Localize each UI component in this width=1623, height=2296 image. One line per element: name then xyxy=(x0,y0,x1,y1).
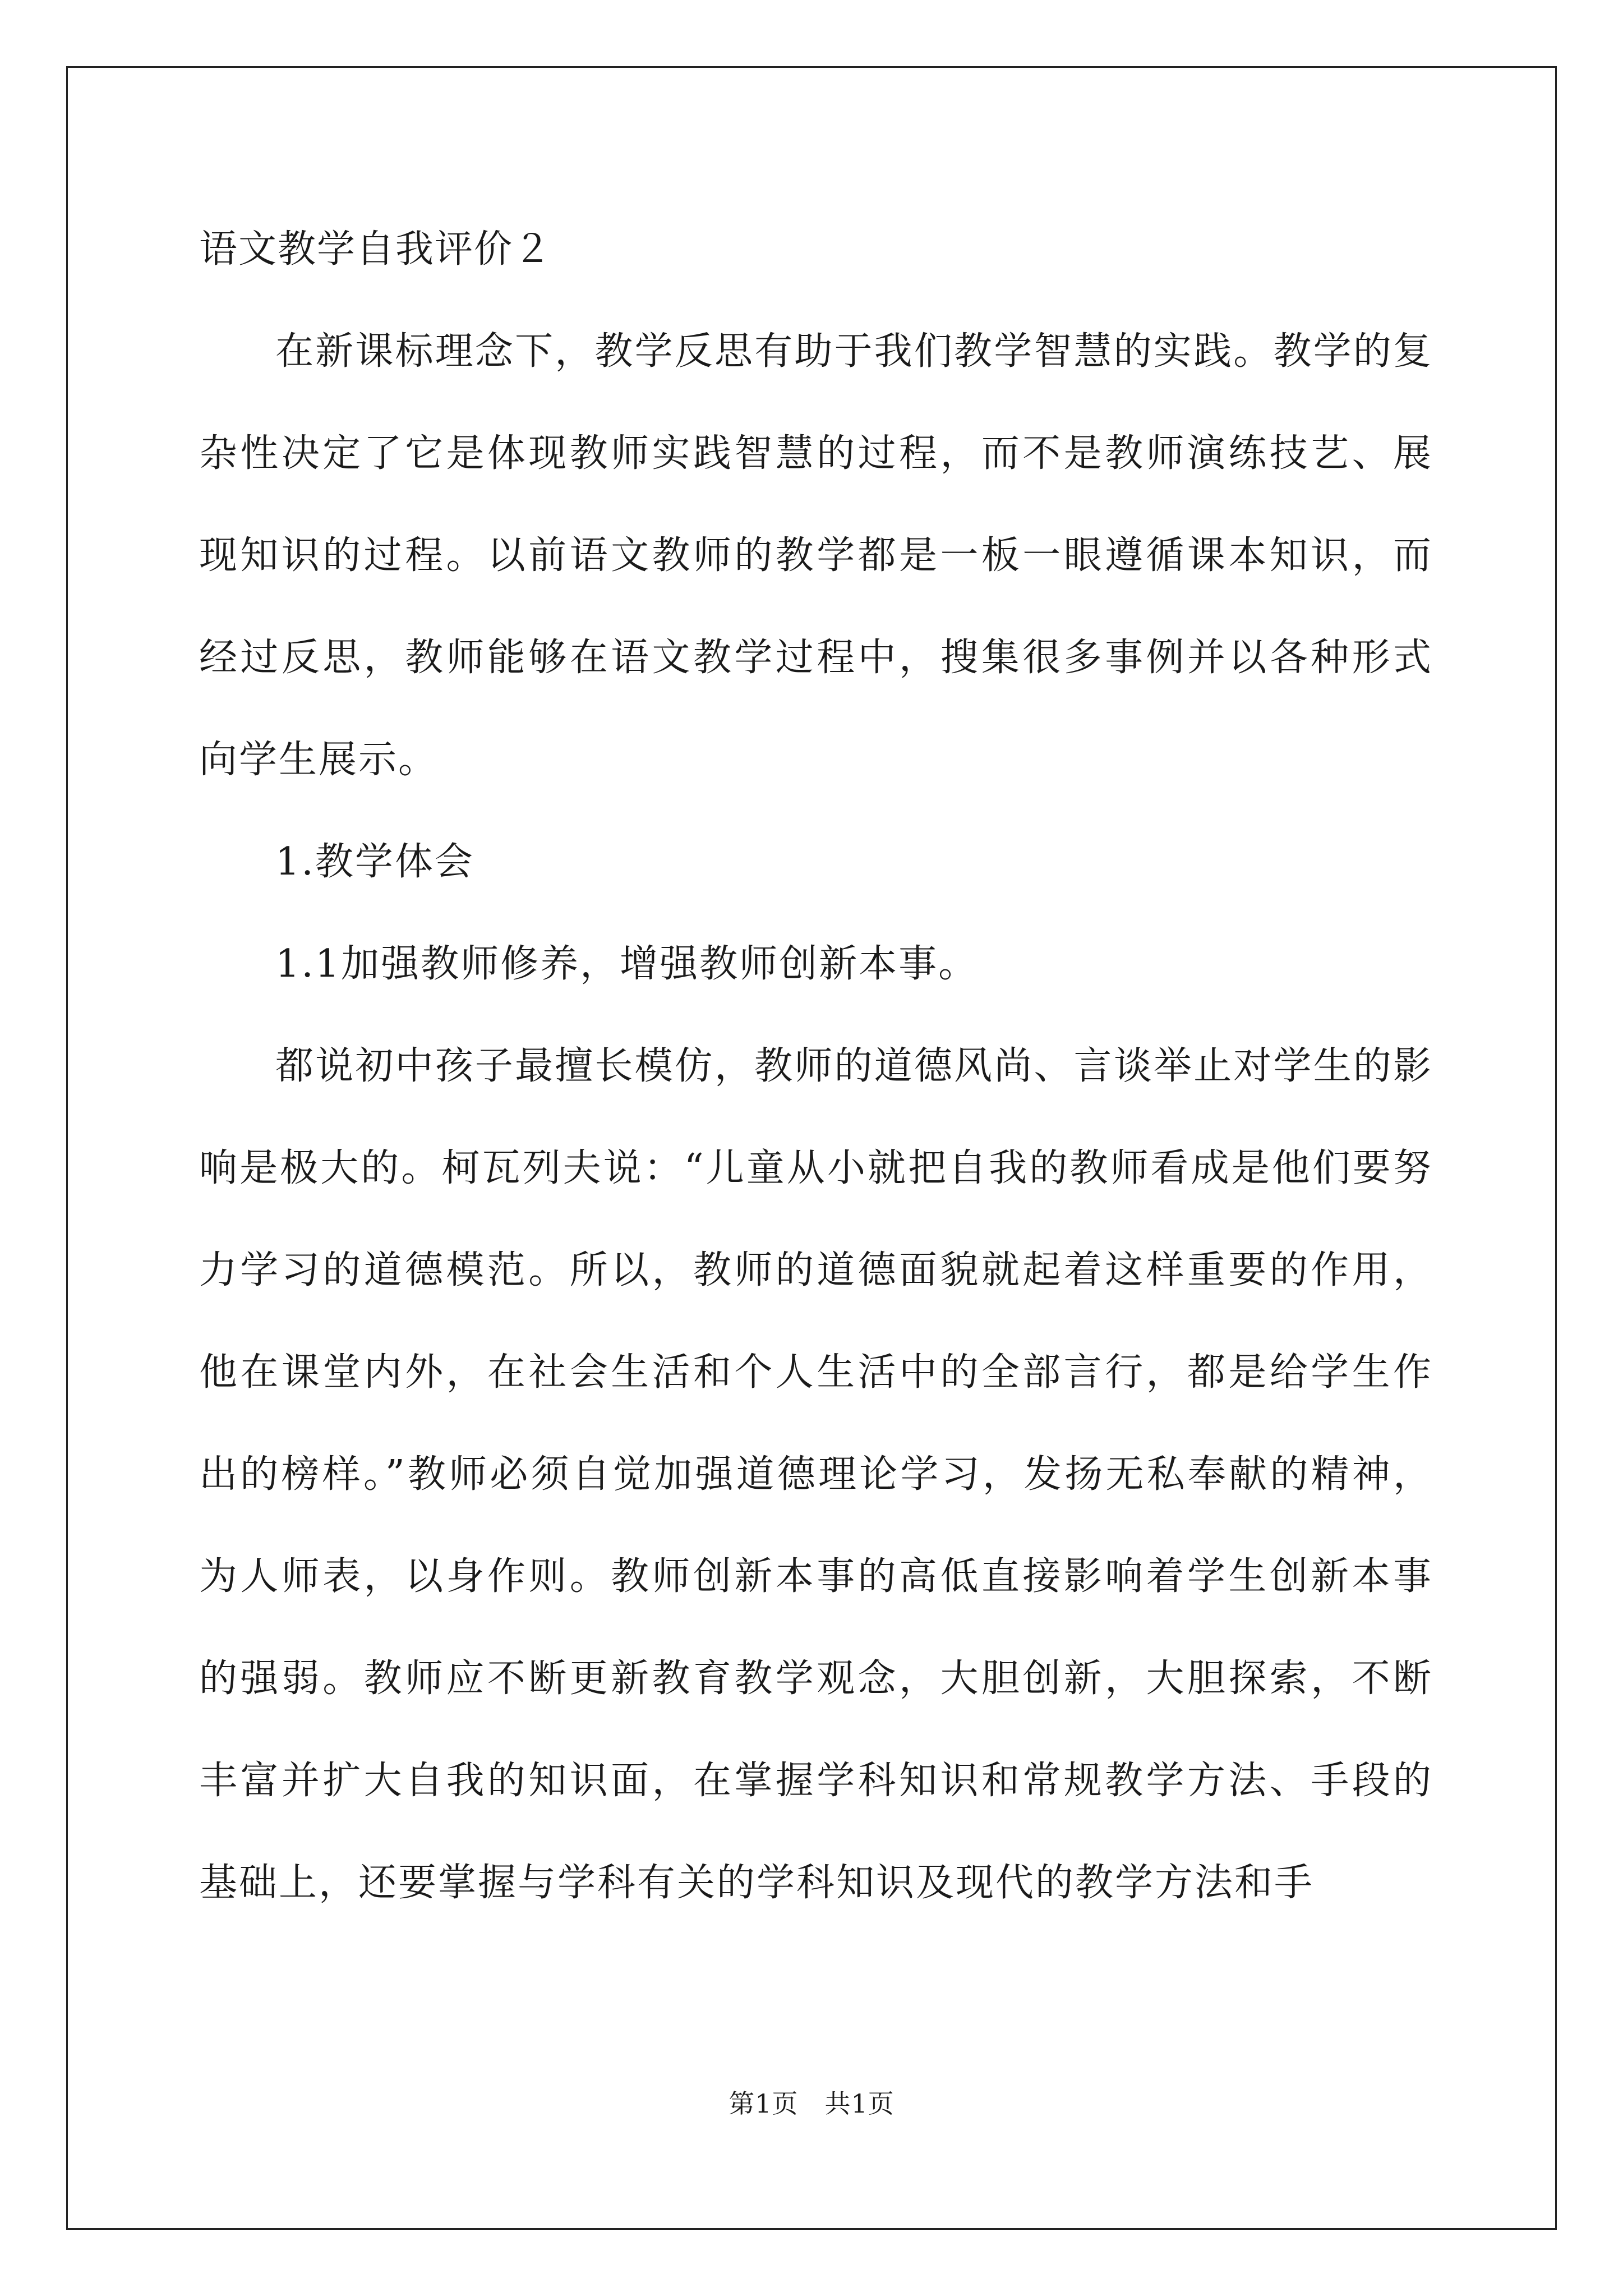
document-title: 语文教学自我评价２ xyxy=(199,227,553,272)
section-heading-1: 1.教学体会 xyxy=(275,840,474,884)
page-footer: 第1页 共1页 xyxy=(728,2088,895,2119)
document-body xyxy=(199,222,1433,1934)
paragraph-teacher-cultivation: 都说初中孩子最擅长模仿，教师的道德风尚、言谈举止对学生的影响是极大的。柯瓦列夫说：“儿童从小就把自我的教师看成是他们要努力学习的道德模范。所以，教师的道德面貌就起着这样重要的作用，他在课堂内外，在社会生活和个人生活中的全部言行，都是给学生作出的榜样。”教师必须自觉加强道德理论学习，发扬无私奉献的精神，为人师表，以身作则。教师创新本事的高低直接影响着学生创新本事的强弱。教师应不断更新教育教学观念，大胆创新，大胆探索，不断丰富并扩大自我的知识面，在掌握学科知识和常规教学方法、手段的基础上，还要掌握与学科有关的学科知识及现代的教学方法和手 xyxy=(199,1044,1433,1905)
paragraph-intro: 在新课标理念下，教学反思有助于我们教学智慧的实践。教学的复杂性决定了它是体现教师实践智慧的过程，而不是教师演练技艺、展现知识的过程。以前语文教师的教学都是一板一眼遵循课本知识，而经过反思，教师能够在语文教学过程中，搜集很多事例并以各种形式向学生展示。 xyxy=(199,329,1433,782)
subsection-heading-1-1: 1.1加强教师修养，增强教师创新本事。 xyxy=(275,942,979,986)
